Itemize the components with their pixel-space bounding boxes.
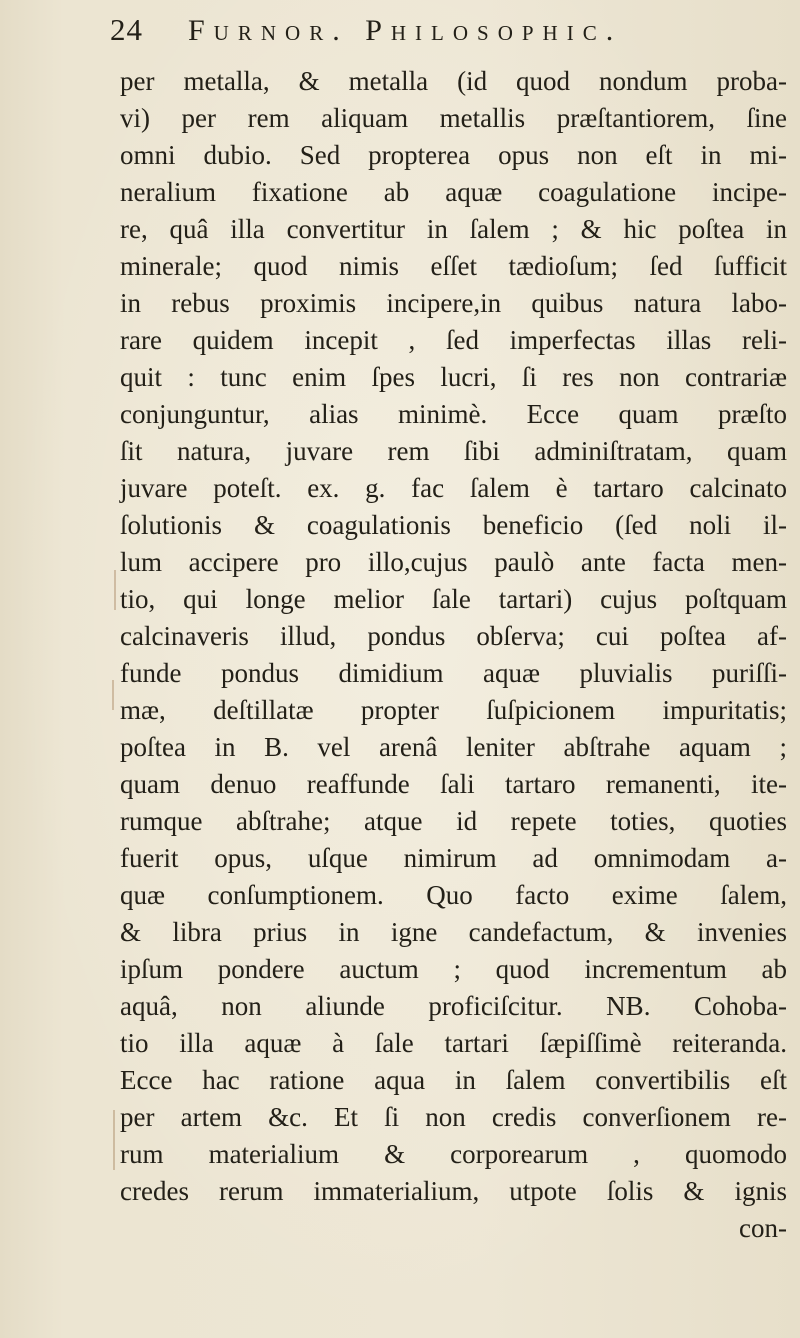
text-line: poſtea in B. vel arenâ leniter abſtrahe aquam ; [120,732,787,762]
page-header [110,12,720,60]
margin-stain [112,680,114,710]
text-line: funde pondus dimidium aquæ pluvialis puriſſi- [120,658,787,688]
text-line: re, quâ illa convertitur in ſalem ; & hic poſtea in [120,214,787,244]
text-line: juvare poteſt. ex. g. fac ſalem è tartaro calcinato [120,473,787,503]
text-line: vi) per rem aliquam metallis præſtantiorem, ſine [120,103,787,133]
text-line: credes rerum immaterialium, utpote ſolis & ignis [120,1176,787,1206]
text-line: & libra prius in igne candefactum, & invenies [120,917,787,947]
text-line: rum materialium & corporearum , quomodo [120,1139,787,1169]
margin-stain [114,570,116,610]
text-line: minerale; quod nimis eſſet tædioſum; ſed ſufficit [120,251,787,281]
text-line: mæ, deſtillatæ propter ſuſpicionem impuritatis; [120,695,787,725]
text-line: lum accipere pro illo,cujus paulò ante facta men- [120,547,787,577]
text-line: fuerit opus, uſque nimirum ad omnimodam a- [120,843,787,873]
text-line: conjunguntur, alias minimè. Ecce quam præſto [120,399,787,429]
text-line: ipſum pondere auctum ; quod incrementum ab [120,954,787,984]
text-line: aquâ, non aliunde proficiſcitur. NB. Cohoba- [120,991,787,1021]
text-line: tio, qui longe melior ſale tartari) cujus poſtquam [120,584,787,614]
page-number: 24 [110,12,143,47]
text-line: tio illa aquæ à ſale tartari ſæpiſſimè reiteranda. [120,1028,787,1058]
text-line: neralium fixatione ab aquæ coagulatione incipe- [120,177,787,207]
text-line: per artem &c. Et ſi non credis converſionem re- [120,1102,787,1132]
text-line: quam denuo reaffunde ſali tartaro remanenti, ite- [120,769,787,799]
running-head: Furnor. Philosophic. [188,14,623,47]
text-line: ſolutionis & coagulationis beneficio (ſed noli il- [120,510,787,540]
text-line: calcinaveris illud, pondus obſerva; cui poſtea af- [120,621,787,651]
catchword: con- [739,1213,787,1243]
text-line: per metalla, & metalla (id quod nondum proba- [120,66,787,96]
text-line: rare quidem incepit , ſed imperfectas illas reli- [120,325,787,355]
margin-stain [113,1110,115,1170]
text-line: quæ conſumptionem. Quo facto exime ſalem, [120,880,787,910]
text-line: Ecce hac ratione aqua in ſalem convertibilis eſt [120,1065,787,1095]
text-line: ſit natura, juvare rem ſibi adminiſtratam, quam [120,436,787,466]
text-line: rumque abſtrahe; atque id repete toties, quoties [120,806,787,836]
text-line: quit : tunc enim ſpes lucri, ſi res non contrariæ [120,362,787,392]
text-line: in rebus proximis incipere,in quibus natura labo- [120,288,787,318]
text-line: omni dubio. Sed propterea opus non eſt in mi- [120,140,787,170]
